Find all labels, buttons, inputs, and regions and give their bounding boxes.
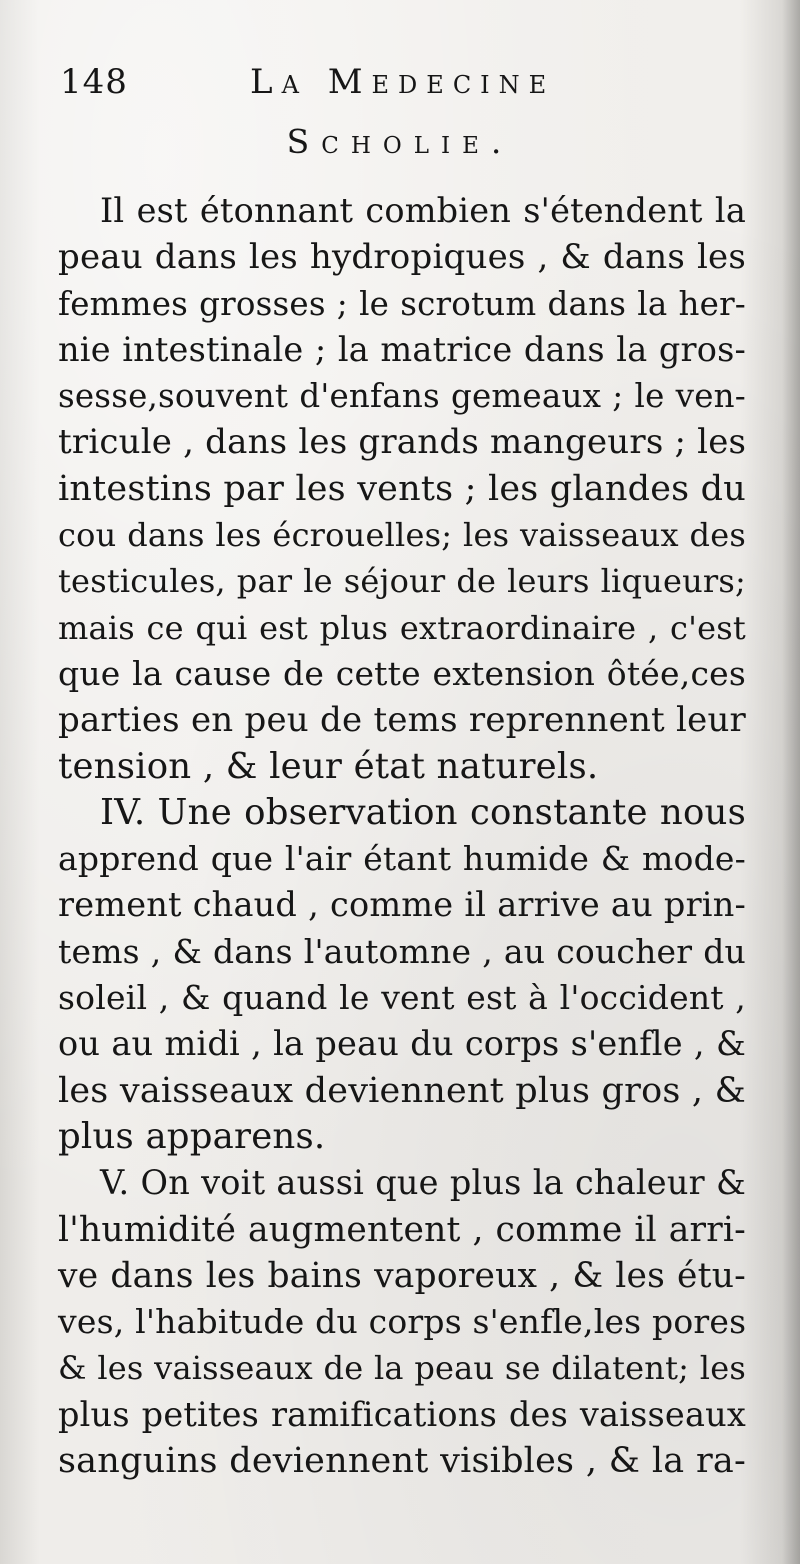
text-line: & les vaisseaux de la peau se dilatent; les [58,1349,746,1388]
running-title: La Medecine [250,62,556,102]
text-line: testicules, par le séjour de leurs liqueurs; [58,562,746,601]
text-line: plus apparens. [58,1115,326,1157]
text-line: soleil , & quand le vent est à l'occident , [58,978,746,1018]
text-line: apprend que l'air étant humide & mode- [58,839,746,879]
text-line: cou dans les écrouelles; les vaisseaux des [58,516,746,555]
text-line: peau dans les hydropiques , & dans les [58,237,746,278]
text-line: tension , & leur état naturels. [58,745,599,787]
text-line: femmes grosses ; le scrotum dans la her- [58,284,746,323]
text-line: ve dans les bains vaporeux , & les étu- [58,1255,746,1296]
text-line: IV. Une observation constante nous [100,791,746,833]
text-line: intestins par les vents ; les glandes du [58,468,746,509]
text-line: que la cause de cette extension ôtée,ces [58,653,746,693]
text-line: mais ce qui est plus extraordinaire , c'est [58,608,746,647]
body-text [58,188,746,1484]
text-line: rement chaud , comme il arrive au prin- [58,885,746,925]
section-title: Scholie. [286,122,514,161]
text-line: sanguins deviennent visibles , & la ra- [58,1441,746,1482]
text-line: tems , & dans l'automne , au coucher du [58,931,746,971]
text-line: V. On voit aussi que plus la chaleur & [100,1163,746,1203]
text-line: sesse,souvent d'enfans gemeaux ; le ven- [58,377,746,416]
text-line: ves, l'habitude du corps s'enfle,les pores [58,1302,747,1342]
page-edge-shadow [782,0,800,1564]
page-number: 148 [60,62,128,102]
text-line: les vaisseaux deviennent plus gros , & [58,1070,746,1111]
text-line: ou au midi , la peau du corps s'enfle , & [58,1024,746,1064]
text-line: plus petites ramifications des vaisseaux [58,1394,746,1434]
text-line: l'humidité augmentent , comme il arri- [58,1209,746,1250]
text-line: Il est étonnant combien s'étendent la [100,191,746,230]
page-header [58,52,748,112]
text-line: nie intestinale ; la matrice dans la gros- [58,329,746,369]
text-line: tricule , dans les grands mangeurs ; les [58,422,747,463]
text-line: parties en peu de tems reprennent leur [58,700,746,741]
